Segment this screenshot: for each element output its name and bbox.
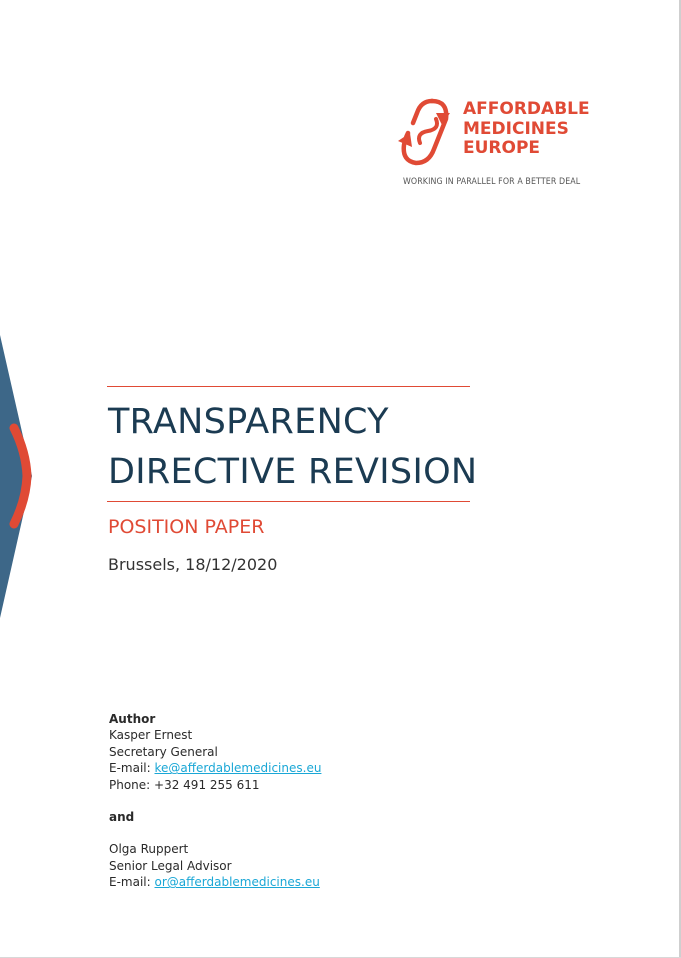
spacer	[109, 825, 321, 841]
document-title	[108, 397, 477, 497]
logo-line-1: AFFORDABLE	[463, 99, 590, 119]
title-line-2: DIRECTIVE REVISION	[108, 452, 478, 492]
arrows-pill-icon	[396, 97, 452, 167]
organization-logo	[390, 95, 600, 195]
author-phone: Phone: +32 491 255 611	[109, 777, 260, 792]
author-email-label: E-mail:	[109, 761, 151, 776]
title-bottom-rule	[107, 501, 470, 502]
author-role: Secretary General	[109, 744, 218, 759]
second-contact-role: Senior Legal Advisor	[109, 858, 232, 873]
title-line-1: TRANSPARENCY	[108, 402, 389, 442]
second-contact-email-line	[109, 874, 321, 890]
title-top-rule	[107, 386, 470, 387]
place-and-date: Brussels, 18/12/2020	[108, 555, 278, 574]
decorative-side-wedge	[0, 0, 40, 958]
document-subtitle: POSITION PAPER	[108, 516, 265, 538]
author-heading: Author	[109, 712, 156, 726]
second-contact-email-link[interactable]: or@afferdablemedicines.eu	[154, 875, 320, 890]
logo-line-3: EUROPE	[463, 138, 541, 158]
author-name: Kasper Ernest	[109, 728, 193, 743]
logo-tagline: WORKING IN PARALLEL FOR A BETTER DEAL	[403, 177, 581, 187]
and-separator: and	[109, 810, 135, 825]
author-email-line	[109, 760, 321, 776]
second-contact-email-label: E-mail:	[109, 875, 151, 890]
author-email-link[interactable]: ke@afferdablemedicines.eu	[154, 761, 322, 776]
contacts-block	[109, 711, 321, 891]
spacer	[109, 793, 321, 809]
second-contact-name: Olga Ruppert	[109, 842, 189, 857]
logo-wordmark	[463, 100, 590, 159]
logo-line-2: MEDICINES	[463, 118, 569, 139]
